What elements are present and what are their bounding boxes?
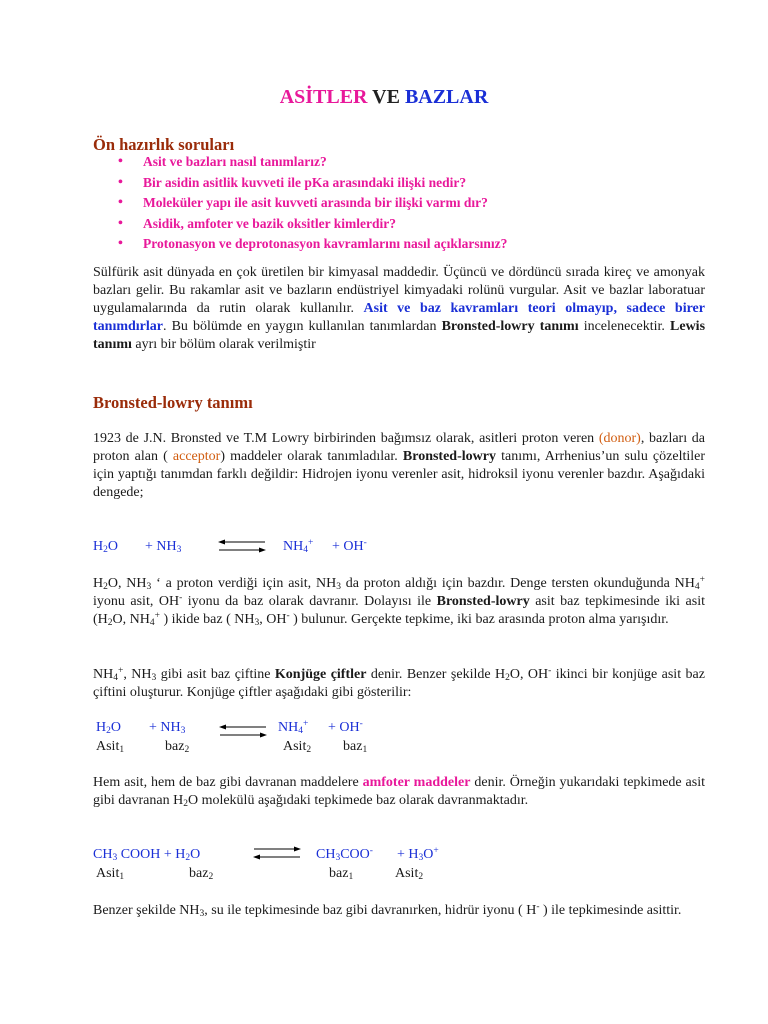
text-run: , bazları da proton alan ( (93, 431, 705, 464)
eq2-reactant-2: + $NH_3$ (149, 720, 186, 736)
bold-term: Bronsted-lowry (402, 449, 496, 464)
eq2-label-baz1: baz$_1$ (343, 739, 368, 755)
eq3-label-asit2: Asit$_2$ (395, 866, 424, 882)
eq3-label-asit1: Asit$_1$ (96, 866, 125, 882)
prep-question: • Bir asidin asitlik kuvveti ile pKa arasındaki ilişki nedir? (93, 173, 507, 194)
eq2-product-1: $NH_4^+$ (278, 719, 309, 736)
prep-question: • Asit ve bazları nasıl tanımlarız? (93, 152, 507, 173)
bold-term: Bronsted-lowry tanımı (441, 319, 579, 334)
prep-question: • Asidik, amfoter ve bazik oksitler kimlerdir? (93, 214, 507, 235)
text-run: ayrı bir bölüm olarak verilmiştir (131, 337, 316, 352)
eq1-product-1: $NH_4^+$ (283, 538, 314, 555)
text-run: incelenecektir. (578, 319, 671, 334)
prep-heading: Ön hazırlık soruları (93, 135, 235, 154)
equilibrium-arrows-icon (218, 722, 268, 742)
bold-term: Konjüge çiftler (274, 667, 367, 682)
equilibrium-arrows-icon (252, 843, 302, 863)
title-part-ve: VE (372, 86, 400, 108)
donor-term: (donor) (598, 431, 641, 446)
text-run: ) maddeler olarak tanımladılar. (220, 449, 403, 464)
eq2-label-baz2: baz$_2$ (165, 739, 190, 755)
eq2-product-2: + OH- (328, 719, 363, 735)
bronsted-paragraph-4: Hem asit, hem de baz gibi davranan maddelere amfoter maddeler denir. Örneğin yukarıdaki tepkimede asit gibi davranan $H_2O$ molekülü aşağıdaki tepkimede baz olarak davranmaktadır. (93, 775, 705, 809)
eq2-label-asit1: Asit$_1$ (96, 739, 125, 755)
amfoter-term: amfoter maddeler (362, 775, 471, 790)
bronsted-paragraph-3: $NH_4^+$, $NH_3$ gibi asit baz çiftine Konjüge çiftler denir. Benzer şekilde $H_2O$, OH- ikinci bir konjüge asit baz çiftini oluşturur. Konjüge çiftler aşağıdaki gibi gösterilir: (93, 666, 705, 700)
bronsted-paragraph-1 (93, 430, 705, 502)
eq3-product-1: $CH_3COO^-$ (316, 846, 373, 863)
acceptor-term: acceptor (172, 449, 221, 464)
bold-term: Lewis tanımı (93, 319, 706, 352)
prep-question-list (93, 152, 507, 255)
title-part-bazlar: BAZLAR (404, 86, 489, 108)
eq3-label-baz1: baz$_1$ (329, 866, 354, 882)
eq3-label-baz2: baz$_2$ (189, 866, 214, 882)
eq3-reactants: $CH_3$ COOH + $H_2O$ (93, 847, 201, 863)
eq1-product-2: + OH- (332, 538, 367, 554)
bronsted-heading: Bronsted-lowry tanımı (93, 393, 253, 412)
highlight-definition: Asit ve baz kavramları teori olmayıp, sadece birer tanımdırlar (93, 301, 705, 334)
bronsted-paragraph-2: $H_2O$, $NH_3$ ‘ a proton verdiği için asit, $NH_3$ da proton aldığı için bazdır. Denge tersten okunduğunda $NH_4^+$ iyonu asit, OH- iyonu da baz olarak davranır. Dolayısı ile Bronsted-lowry asit baz tepkimesinde iki asit ($H_2O$, $NH_4^+$ ) ikide baz ( $NH_3$, OH- ) bulunur. Gerçekte tepkime, iki baz arasında proton alma yarışıdır. (93, 575, 705, 628)
bold-term: Bronsted-lowry (436, 594, 530, 609)
text-run: 1923 de J.N. Bronsted ve T.M Lowry birbirinden bağımsız olarak, asitleri proton veren (93, 431, 599, 446)
text-run: . Bu bölümde en yaygın kullanılan tanımlardan (163, 319, 442, 334)
title-part-asitler: ASİTLER (279, 86, 368, 108)
page-title (0, 86, 768, 109)
eq2-reactant-1: $H_2O$ (96, 720, 121, 736)
eq3-product-2: + $H_3O^+$ (397, 846, 439, 863)
intro-paragraph (93, 264, 705, 354)
text-run: tanımı, Arrhenius’un sulu çözeltiler için yaptığı tanımdan farklı değildir: Hidrojen iyonu verenler asit, hidroksil iyonu verenler bazdır. Aşağıdaki dengede; (93, 449, 706, 500)
text-run: Sülfürik asit dünyada en çok üretilen bir kimyasal maddedir. Üçüncü ve dördüncü sırada kireç ve amonyak bazları gelir. Bu rakamlar asit ve bazların endüstriyel kimyadaki rolünü vurgular. Asit ve bazlar laboratuar uygulamalarında da rutin olarak kullanılır. (93, 265, 705, 316)
eq2-label-asit2: Asit$_2$ (283, 739, 312, 755)
prep-question: • Protonasyon ve deprotonasyon kavramlarını nasıl açıklarsınız? (93, 234, 507, 255)
eq1-reactant-2: + $NH_3$ (145, 539, 182, 555)
prep-question: • Moleküler yapı ile asit kuvveti arasında bir ilişki varmı dır? (93, 193, 507, 214)
eq1-reactant-1: $H_2O$ (93, 539, 118, 555)
bronsted-paragraph-5: Benzer şekilde $NH_3$, su ile tepkimesinde baz gibi davranırken, hidrür iyonu ( H- ) ile tepkimesinde asittir. (93, 902, 682, 919)
equilibrium-arrows-icon (217, 536, 267, 556)
